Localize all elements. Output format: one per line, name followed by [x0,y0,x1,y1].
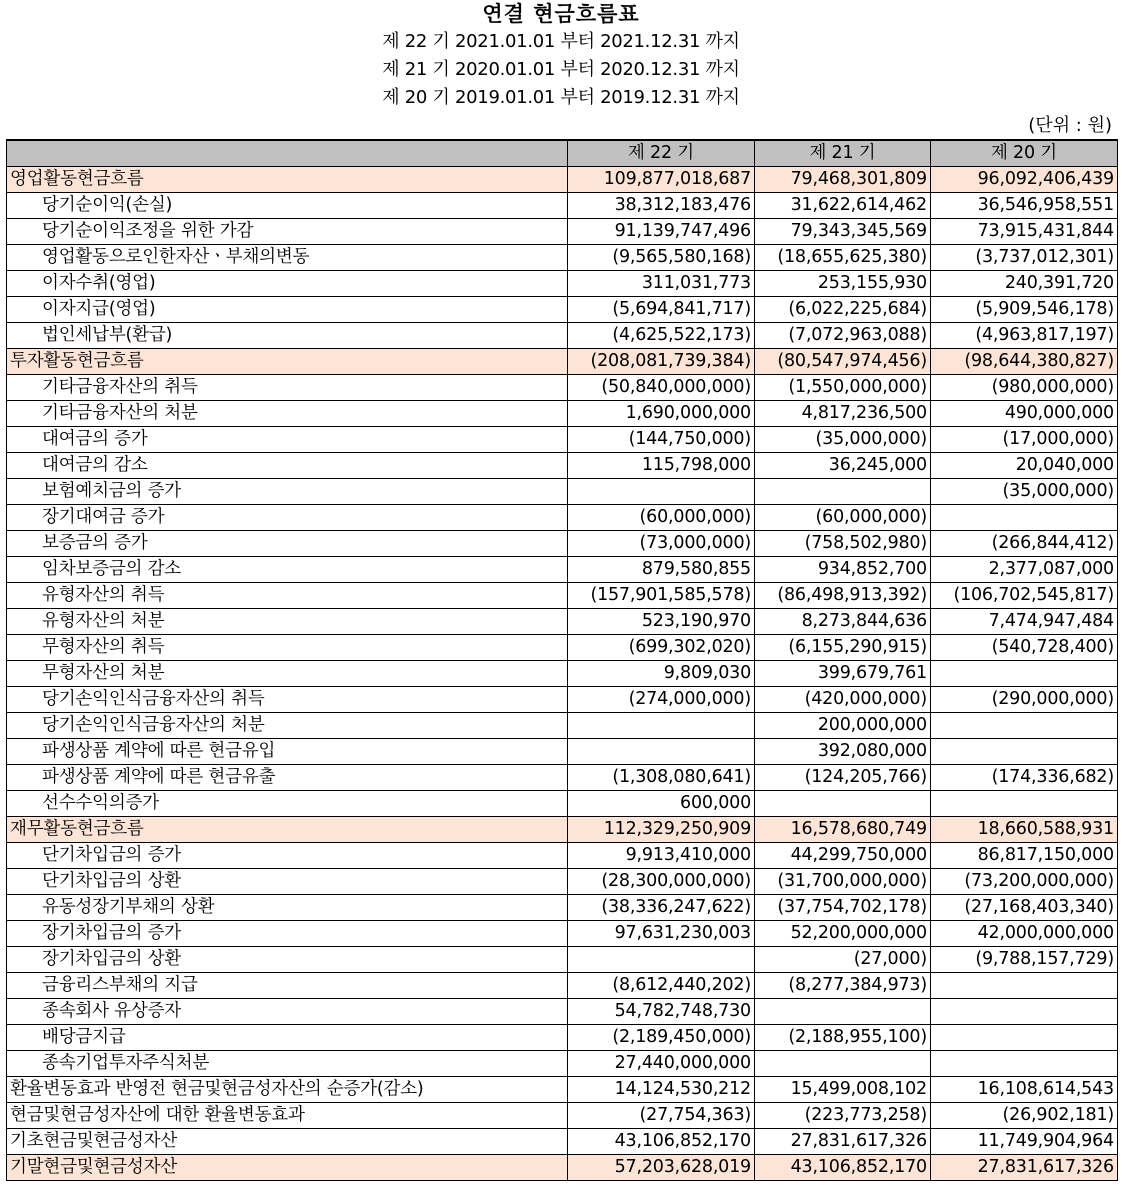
row-label: 단기차입금의 증가 [7,843,568,869]
value-period-21: (420,000,000) [755,687,931,713]
value-period-21: (27,000) [755,947,931,973]
item-row [7,609,1118,635]
value-period-22: (28,300,000,000) [568,869,755,895]
row-label: 당기손익인식금융자산의 처분 [7,713,568,739]
value-period-22: (699,302,020) [568,635,755,661]
value-period-22: 43,106,852,170 [568,1129,755,1155]
document-header [0,0,1122,112]
item-row [7,895,1118,921]
value-period-20: (9,788,157,729) [931,947,1118,973]
value-period-21: (6,155,290,915) [755,635,931,661]
item-row [7,245,1118,271]
item-row [7,765,1118,791]
value-period-21: 16,578,680,749 [755,817,931,843]
value-period-21 [755,999,931,1025]
value-period-22: (73,000,000) [568,531,755,557]
item-row [7,999,1118,1025]
value-period-21: (60,000,000) [755,505,931,531]
value-period-21: 15,499,008,102 [755,1077,931,1103]
item-row [7,375,1118,401]
value-period-21: (6,022,225,684) [755,297,931,323]
row-label: 무형자산의 처분 [7,661,568,687]
value-period-20 [931,505,1118,531]
row-label: 보증금의 증가 [7,531,568,557]
row-label: 기말현금및현금성자산 [7,1155,568,1181]
value-period-21 [755,479,931,505]
item-row [7,583,1118,609]
value-period-22: 9,809,030 [568,661,755,687]
value-period-20: 18,660,588,931 [931,817,1118,843]
value-period-20: (26,902,181) [931,1103,1118,1129]
row-label: 대여금의 증가 [7,427,568,453]
item-row [7,713,1118,739]
value-period-20: (4,963,817,197) [931,323,1118,349]
value-period-21 [755,1051,931,1077]
table-body [7,167,1118,1181]
row-label: 대여금의 감소 [7,453,568,479]
row-label: 보험예치금의 증가 [7,479,568,505]
value-period-21: (35,000,000) [755,427,931,453]
row-label: 금융리스부채의 지급 [7,973,568,999]
value-period-22 [568,713,755,739]
row-label: 단기차입금의 상환 [7,869,568,895]
value-period-22 [568,739,755,765]
value-period-22: 600,000 [568,791,755,817]
value-period-20: 11,749,904,964 [931,1129,1118,1155]
value-period-22: 57,203,628,019 [568,1155,755,1181]
value-period-20: 2,377,087,000 [931,557,1118,583]
value-period-21: (37,754,702,178) [755,895,931,921]
value-period-20: (290,000,000) [931,687,1118,713]
row-label: 장기차입금의 상환 [7,947,568,973]
value-period-20: 20,040,000 [931,453,1118,479]
value-period-20 [931,1025,1118,1051]
row-label: 장기대여금 증가 [7,505,568,531]
unit-label: (단위 : 원) [1028,115,1112,136]
row-label: 당기순이익조정을 위한 가감 [7,219,568,245]
item-row [7,635,1118,661]
item-row [7,869,1118,895]
value-period-21: 27,831,617,326 [755,1129,931,1155]
row-label: 종속회사 유상증자 [7,999,568,1025]
row-label: 기초현금및현금성자산 [7,1129,568,1155]
row-label: 유형자산의 취득 [7,583,568,609]
value-period-20: 42,000,000,000 [931,921,1118,947]
value-period-20: (266,844,412) [931,531,1118,557]
value-period-20 [931,713,1118,739]
value-period-20: (98,644,380,827) [931,349,1118,375]
row-label: 파생상품 계약에 따른 현금유출 [7,765,568,791]
value-period-21: (86,498,913,392) [755,583,931,609]
period-line-20: 제 20 기 2019.01.01 부터 2019.12.31 까지 [382,87,740,108]
value-period-21: 79,468,301,809 [755,167,931,193]
value-period-20: 96,092,406,439 [931,167,1118,193]
item-row [7,843,1118,869]
value-period-20: 73,915,431,844 [931,219,1118,245]
item-row [7,531,1118,557]
item-row [7,401,1118,427]
value-period-22: (1,308,080,641) [568,765,755,791]
item-row [7,297,1118,323]
value-period-20: 490,000,000 [931,401,1118,427]
value-period-22: (4,625,522,173) [568,323,755,349]
row-label: 법인세납부(환급) [7,323,568,349]
value-period-20: (27,168,403,340) [931,895,1118,921]
cash-flow-table [6,139,1118,1181]
value-period-20: 36,546,958,551 [931,193,1118,219]
value-period-22: 523,190,970 [568,609,755,635]
value-period-20: 27,831,617,326 [931,1155,1118,1181]
value-period-20: (73,200,000,000) [931,869,1118,895]
item-row [7,427,1118,453]
value-period-20: (5,909,546,178) [931,297,1118,323]
period-line-21: 제 21 기 2020.01.01 부터 2020.12.31 까지 [382,59,740,80]
row-label: 임차보증금의 감소 [7,557,568,583]
value-period-20 [931,973,1118,999]
value-period-22: (60,000,000) [568,505,755,531]
item-row [7,661,1118,687]
value-period-22: 115,798,000 [568,453,755,479]
value-period-22 [568,479,755,505]
item-row [7,219,1118,245]
row-label: 배당금지급 [7,1025,568,1051]
value-period-22: 38,312,183,476 [568,193,755,219]
value-period-21: 200,000,000 [755,713,931,739]
item-row [7,973,1118,999]
value-period-20 [931,739,1118,765]
row-label: 영업활동으로인한자산ㆍ부채의변동 [7,245,568,271]
value-period-20 [931,791,1118,817]
value-period-21: 399,679,761 [755,661,931,687]
section-row [7,167,1118,193]
row-label: 유형자산의 처분 [7,609,568,635]
value-period-21: 43,106,852,170 [755,1155,931,1181]
value-period-22: (27,754,363) [568,1103,755,1129]
item-row [7,921,1118,947]
value-period-20: 86,817,150,000 [931,843,1118,869]
value-period-22: (208,081,739,384) [568,349,755,375]
value-period-21: (18,655,625,380) [755,245,931,271]
value-period-22: 112,329,250,909 [568,817,755,843]
value-period-21: 52,200,000,000 [755,921,931,947]
value-period-22: (5,694,841,717) [568,297,755,323]
value-period-20: 16,108,614,543 [931,1077,1118,1103]
row-label: 기타금융자산의 취득 [7,375,568,401]
summary-row [7,1129,1118,1155]
row-label: 유동성장기부채의 상환 [7,895,568,921]
section-row [7,817,1118,843]
document-title: 연결 현금흐름표 [482,2,640,26]
row-label: 장기차입금의 증가 [7,921,568,947]
row-label: 기타금융자산의 처분 [7,401,568,427]
item-row [7,1025,1118,1051]
row-label: 영업활동현금흐름 [7,167,568,193]
value-period-21: 8,273,844,636 [755,609,931,635]
item-row [7,505,1118,531]
value-period-20: (174,336,682) [931,765,1118,791]
row-label: 환율변동효과 반영전 현금및현금성자산의 순증가(감소) [7,1077,568,1103]
value-period-22: (9,565,580,168) [568,245,755,271]
item-row [7,739,1118,765]
item-row [7,479,1118,505]
row-label: 재무활동현금흐름 [7,817,568,843]
value-period-22: (38,336,247,622) [568,895,755,921]
item-row [7,453,1118,479]
value-period-21: (7,072,963,088) [755,323,931,349]
value-period-22: 91,139,747,496 [568,219,755,245]
item-row [7,1051,1118,1077]
value-period-22: 97,631,230,003 [568,921,755,947]
value-period-20: (3,737,012,301) [931,245,1118,271]
value-period-22: 109,877,018,687 [568,167,755,193]
row-label: 파생상품 계약에 따른 현금유입 [7,739,568,765]
value-period-20 [931,1051,1118,1077]
value-period-22: (144,750,000) [568,427,755,453]
value-period-20: (17,000,000) [931,427,1118,453]
value-period-21: (1,550,000,000) [755,375,931,401]
value-period-22: 1,690,000,000 [568,401,755,427]
item-row [7,557,1118,583]
value-period-21: 36,245,000 [755,453,931,479]
header-period-20: 제 20 기 [931,140,1118,167]
value-period-20: (106,702,545,817) [931,583,1118,609]
value-period-22: 879,580,855 [568,557,755,583]
value-period-21: 4,817,236,500 [755,401,931,427]
item-row [7,271,1118,297]
value-period-20: 240,391,720 [931,271,1118,297]
value-period-21: (8,277,384,973) [755,973,931,999]
summary-row [7,1103,1118,1129]
value-period-20: (540,728,400) [931,635,1118,661]
row-label: 선수수익의증가 [7,791,568,817]
total-row [7,1155,1118,1181]
value-period-22 [568,947,755,973]
item-row [7,193,1118,219]
period-line-22: 제 22 기 2021.01.01 부터 2021.12.31 까지 [382,31,740,52]
value-period-20: (980,000,000) [931,375,1118,401]
value-period-20 [931,999,1118,1025]
value-period-21: (223,773,258) [755,1103,931,1129]
row-label: 당기순이익(손실) [7,193,568,219]
value-period-20: (35,000,000) [931,479,1118,505]
item-row [7,791,1118,817]
item-row [7,687,1118,713]
value-period-22: (157,901,585,578) [568,583,755,609]
row-label: 투자활동현금흐름 [7,349,568,375]
header-period-21: 제 21 기 [755,140,931,167]
value-period-22: 9,913,410,000 [568,843,755,869]
value-period-22: (274,000,000) [568,687,755,713]
value-period-21 [755,791,931,817]
value-period-21: 934,852,700 [755,557,931,583]
value-period-21: (758,502,980) [755,531,931,557]
value-period-22: (50,840,000,000) [568,375,755,401]
value-period-22: (2,189,450,000) [568,1025,755,1051]
table-header-row [7,140,1118,167]
value-period-21: 253,155,930 [755,271,931,297]
value-period-21: (31,700,000,000) [755,869,931,895]
row-label: 종속기업투자주식처분 [7,1051,568,1077]
row-label: 무형자산의 취득 [7,635,568,661]
item-row [7,323,1118,349]
value-period-20: 7,474,947,484 [931,609,1118,635]
value-period-21: (2,188,955,100) [755,1025,931,1051]
value-period-21: 79,343,345,569 [755,219,931,245]
value-period-21: (124,205,766) [755,765,931,791]
value-period-21: 44,299,750,000 [755,843,931,869]
row-label: 이자수취(영업) [7,271,568,297]
header-period-22: 제 22 기 [568,140,755,167]
section-row [7,349,1118,375]
value-period-22: 27,440,000,000 [568,1051,755,1077]
value-period-22: 14,124,530,212 [568,1077,755,1103]
row-label: 현금및현금성자산에 대한 환율변동효과 [7,1103,568,1129]
value-period-21: (80,547,974,456) [755,349,931,375]
item-row [7,947,1118,973]
value-period-22: (8,612,440,202) [568,973,755,999]
value-period-21: 392,080,000 [755,739,931,765]
summary-row [7,1077,1118,1103]
value-period-22: 54,782,748,730 [568,999,755,1025]
value-period-20 [931,661,1118,687]
value-period-22: 311,031,773 [568,271,755,297]
header-label-column [7,140,568,167]
value-period-21: 31,622,614,462 [755,193,931,219]
row-label: 당기손익인식금융자산의 취득 [7,687,568,713]
row-label: 이자지급(영업) [7,297,568,323]
